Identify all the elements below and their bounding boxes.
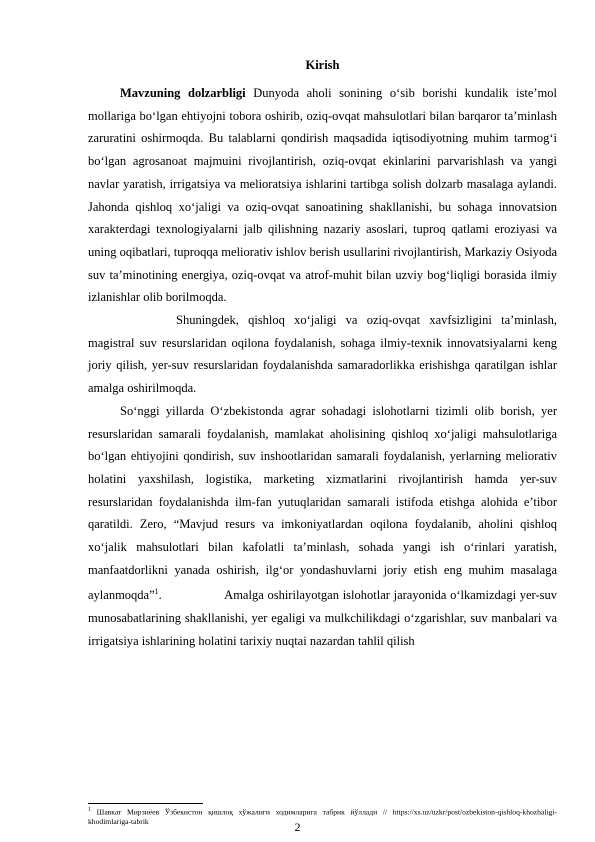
paragraph-text: Shuningdek, qishloq xo‘jaligi va oziq-ovqat xavfsizligini ta’minlash, magistral suv resurslaridan oqilona foydalanish, sohaga ilmiy-texnik innovatsiyalarni keng joriy qilish, yer-suv resurslaridan foydalanishda samaradorlikka erishishga qaratilgan ishlar amalga oshirilmoqda. [88, 313, 557, 396]
paragraph-relevance [88, 82, 557, 309]
footnote-number: 1 [88, 807, 91, 813]
page-title: Kirish [305, 58, 340, 72]
paragraph-text-continued: . Amalga oshirilayotgan islohotlar jarayonida o‘lkamizdagi yer-suv munosabatlarining shakllanishi, yer egaligi va mulkchilikdagi o‘zgarishlar, suv manbalari va irrigatsiya ishlarining holatini tarixiy nuqtai nazardan tahlil qilish [88, 588, 561, 649]
footnote-reference[interactable]: 1 [154, 587, 159, 597]
footnote-text: Шавкат Мирзиёев Ўзбекистон қишлоқ хўжалиги ходимларига табрик йўллади // https://xs.uz/uzkr/post/ozbekiston-qishloq-khozhaligi-khodimlariga-tabrik [88, 807, 557, 827]
paragraph-security [88, 309, 557, 400]
paragraph-text: Dunyoda aholi sonining o‘sib borishi kundalik iste’mol mollariga bo‘lgan ehtiyojni tobora oshirib, oziq-ovqat mahsulotlari bilan barqaror ta’minlash zaruratini oshirmoqda. Bu talablarni qondirish maqsadida iqtisodiyotning muhim tarmog‘i bo‘lgan agrosanoat majmuini rivojlantirish, oziq-ovqat ekinlarini parvarishlash va yangi navlar yaratish, irrigatsiya va melioratsiya ishlarini tartibga solish dolzarb masalaga aylandi. Jahonda qishloq xo‘jaligi va oziq-ovqat sanoatining shakllanishi, bu sohaga innovatsion xarakterdagi texnologiyalarni jalb qilishning nazariy asoslari, tuproq qatlami eroziyasi va uning oqibatlari, tuproqqa meliorativ ishlov berish usullarini rivojlantirish, Markaziy Osiyoda suv ta’minotining energiya, oziq-ovqat va atrof-muhit bilan uzviy bog‘liqligi borasida ilmiy izlanishlar olib borilmoqda. [88, 86, 558, 305]
page-number: 2 [294, 820, 301, 834]
document-body [88, 58, 561, 653]
paragraph-text: So‘nggi yillarda O‘zbekistonda agrar sohadagi islohotlarni tizimli olib borish, yer resurslaridan samarali foydalanish, mamlakat aholisining qishloq xo‘jaligi mahsulotlariga bo‘lgan ehtiyojini qondirish, suv inshootlaridan samarali foydalanish, yerlarning meliorativ holatini yaxshilash, logistika, marketing xizmatlarini rivojlantirish hamda yer-suv resurslaridan foydalanishda ilm-fan yutuqlaridan samarali istifoda etishga alohida e’tibor qaratildi. Zero, “Mavjud resurs va imkoniyatlardan oqilona foydalanib, aholini qishloq xo‘jalik mahsulotlari bilan kafolatli ta’minlash, sohada yangi ish o‘rinlari yaratish, manfaatdorlikni yanada oshirish, ilg‘or yondashuvlarni joriy etish eng muhim masalaga aylanmoqda” [88, 403, 557, 603]
footnote-divider [88, 803, 203, 804]
paragraph-lead: Mavzuning dolzarbligi [120, 86, 246, 100]
paragraph-reforms [88, 400, 561, 653]
